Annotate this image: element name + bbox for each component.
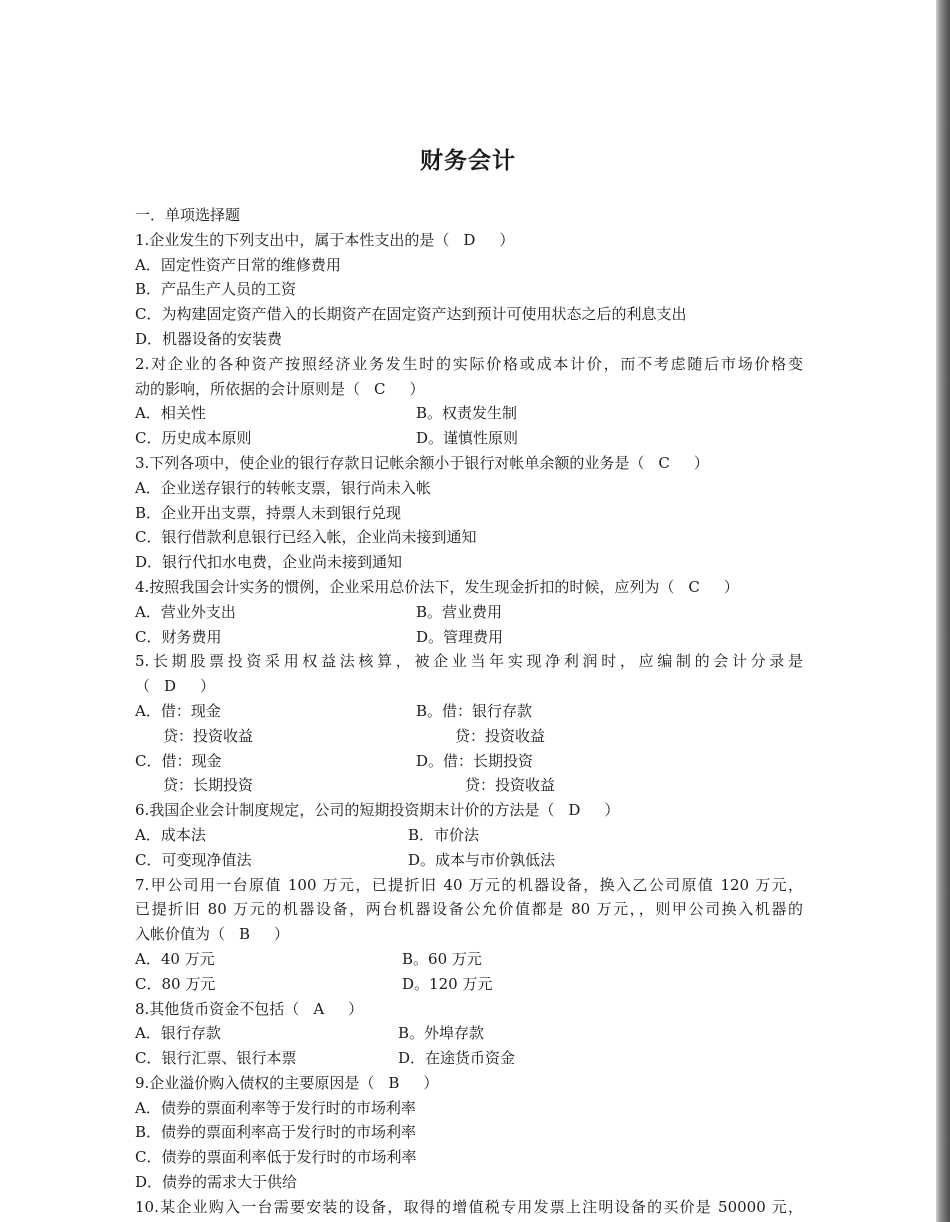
closing-paren: ） — [499, 230, 515, 249]
text-line — [135, 1170, 815, 1195]
option-column-2: B。借：银行存款 — [416, 701, 533, 720]
line-text: 一．单项选择题 — [135, 206, 241, 224]
text-line — [135, 1046, 815, 1071]
line-text: B．产品生产人员的工资 — [135, 280, 297, 299]
line-text: C．为构建固定资产借入的长期资产在固定资产达到预计可使用状态之后的利息支出 — [135, 305, 687, 324]
text-line — [135, 377, 815, 402]
answer-letter: A — [313, 999, 325, 1018]
option-column-2: B。权责发生制 — [416, 404, 518, 423]
text-line — [135, 600, 815, 625]
line-text: 2.对企业的各种资产按照经济业务发生时的实际价格或成本计价，而不考虑随后市场价格变 — [135, 354, 803, 373]
text-line — [135, 972, 815, 997]
answer-letter: B — [239, 925, 251, 944]
line-text: D．银行代扣水电费，企业尚未接到通知 — [135, 553, 403, 572]
text-line — [135, 773, 815, 798]
line-text: A．固定性资产日常的维修费用 — [135, 255, 341, 274]
option-column-2: D．在途货币资金 — [398, 1049, 516, 1068]
text-line — [135, 922, 815, 947]
option-column-2: B。外埠存款 — [398, 1024, 485, 1043]
option-column-2: 贷：投资收益 — [455, 726, 546, 745]
answer-letter: D — [568, 801, 581, 820]
text-line — [135, 1195, 803, 1220]
text-line — [135, 327, 815, 352]
line-text: C．可变现净值法 — [135, 850, 252, 869]
text-line — [135, 575, 815, 600]
closing-paren: ） — [693, 453, 709, 472]
option-column-2: D。谨慎性原则 — [416, 429, 519, 448]
closing-paren: ） — [409, 379, 425, 398]
closing-paren: ） — [604, 801, 620, 820]
line-text: C．借：现金 — [135, 751, 222, 770]
line-text: D．债券的需求大于供给 — [135, 1173, 298, 1192]
text-line — [135, 525, 815, 550]
line-text: C．历史成本原则 — [135, 429, 252, 448]
text-line — [135, 724, 815, 749]
text-line — [135, 873, 803, 898]
closing-paren: ） — [723, 577, 739, 596]
text-line — [135, 426, 815, 451]
line-text: 入帐价值为（ — [135, 925, 226, 944]
line-text: A．借：现金 — [135, 701, 221, 720]
line-text: A．企业送存银行的转帐支票，银行尚未入帐 — [135, 478, 431, 497]
line-text: 4.按照我国会计实务的惯例，企业采用总价法下，发生现金折扣的时候，应列为（ — [135, 577, 675, 596]
text-line — [135, 699, 815, 724]
text-line — [135, 401, 815, 426]
option-column-2: D。管理费用 — [416, 627, 504, 646]
text-line — [135, 649, 803, 674]
line-text: D．机器设备的安装费 — [135, 329, 283, 348]
line-text: A．40 万元 — [135, 949, 215, 968]
line-text: 9.企业溢价购入债权的主要原因是（ — [135, 1073, 375, 1092]
text-line — [135, 1145, 815, 1170]
text-line — [135, 947, 815, 972]
line-text: 10.某企业购入一台需要安装的设备，取得的增值税专用发票上注明设备的买价是 50000 元， — [135, 1197, 803, 1216]
text-line — [135, 253, 815, 278]
text-line — [135, 823, 815, 848]
line-text: B．企业开出支票，持票人未到银行兑现 — [135, 503, 402, 522]
line-text: B．债券的票面利率高于发行时的市场利率 — [135, 1123, 417, 1142]
line-text: A．营业外支出 — [135, 602, 236, 621]
scrollbar-edge[interactable] — [936, 0, 950, 1222]
line-text: C．债券的票面利率低于发行时的市场利率 — [135, 1148, 417, 1167]
text-line — [135, 277, 815, 302]
line-text: 5.长期股票投资采用权益法核算，被企业当年实现净利润时，应编制的会计分录是 — [135, 652, 803, 671]
line-text: 已提折旧 80 万元的机器设备，两台机器设备公允价值都是 80 万元，，则甲公司换入机器的 — [135, 900, 803, 919]
option-column-2: D。120 万元 — [402, 974, 493, 993]
text-line — [135, 798, 815, 823]
text-line — [135, 228, 815, 253]
answer-letter: C — [658, 453, 670, 472]
closing-paren: ） — [200, 677, 216, 696]
text-line — [135, 897, 803, 922]
answer-letter: D — [463, 230, 476, 249]
text-line — [135, 203, 815, 228]
text-line — [135, 1096, 815, 1121]
option-column-2: B。60 万元 — [402, 949, 482, 968]
option-column-2: B．市价法 — [408, 825, 480, 844]
text-line — [135, 625, 815, 650]
line-text: 3.下列各项中，使企业的银行存款日记帐余额小于银行对帐单余额的业务是（ — [135, 453, 645, 472]
document-body — [135, 203, 815, 1220]
line-text: C．财务费用 — [135, 627, 222, 646]
line-text: （ — [135, 677, 151, 696]
line-text: 6.我国企业会计制度规定，公司的短期投资期末计价的方法是（ — [135, 801, 555, 820]
line-text: A．债券的票面利率等于发行时的市场利率 — [135, 1098, 416, 1117]
text-line — [135, 451, 815, 476]
document-title: 财务会计 — [420, 148, 516, 174]
text-line — [135, 997, 815, 1022]
line-text: 贷：长期投资 — [163, 776, 254, 795]
answer-letter: C — [374, 379, 386, 398]
line-text: 动的影响，所依据的会计原则是（ — [135, 379, 361, 398]
text-line — [135, 674, 815, 699]
text-line — [135, 501, 815, 526]
answer-letter: B — [388, 1073, 400, 1092]
text-line — [135, 1021, 815, 1046]
text-line — [135, 848, 815, 873]
option-column-2: D。借：长期投资 — [416, 751, 534, 770]
closing-paren: ） — [274, 925, 290, 944]
option-column-2: 贷：投资收益 — [465, 776, 556, 795]
line-text: 1.企业发生的下列支出中，属于本性支出的是（ — [135, 230, 450, 249]
line-text: A．相关性 — [135, 404, 206, 423]
line-text: C．80 万元 — [135, 974, 216, 993]
line-text: A．银行存款 — [135, 1024, 221, 1043]
text-line — [135, 302, 815, 327]
line-text: 贷：投资收益 — [163, 726, 254, 745]
line-text: 8.其他货币资金不包括（ — [135, 999, 300, 1018]
text-line — [135, 550, 815, 575]
line-text: A．成本法 — [135, 825, 206, 844]
closing-paren: ） — [348, 999, 364, 1018]
closing-paren: ） — [423, 1073, 439, 1092]
answer-letter: D — [164, 677, 177, 696]
line-text: C．银行汇票、银行本票 — [135, 1049, 297, 1068]
text-line — [135, 476, 815, 501]
option-column-2: D。成本与市价孰低法 — [408, 850, 556, 869]
line-text: 7.甲公司用一台原值 100 万元，已提折旧 40 万元的机器设备，换入乙公司原值 120 万元， — [135, 875, 803, 894]
text-line — [135, 1071, 815, 1096]
text-line — [135, 352, 803, 377]
text-line — [135, 1120, 815, 1145]
line-text: C．银行借款利息银行已经入帐，企业尚未接到通知 — [135, 528, 477, 547]
answer-letter: C — [688, 577, 700, 596]
text-line — [135, 749, 815, 774]
option-column-2: B。营业费用 — [416, 602, 503, 621]
